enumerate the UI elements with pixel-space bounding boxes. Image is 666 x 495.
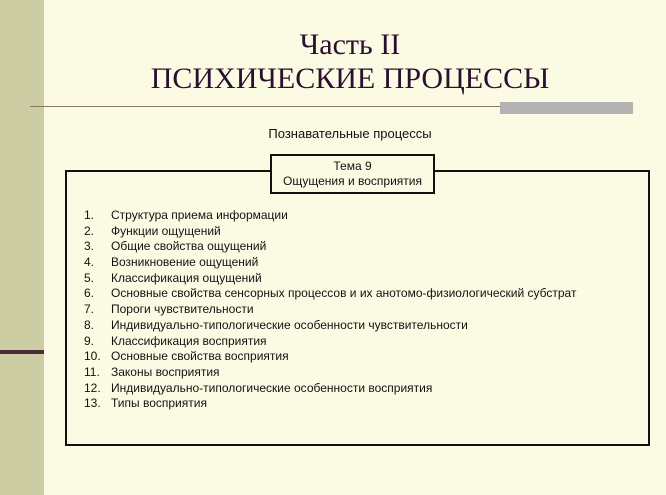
list-item-text: Классификация восприятия <box>111 333 267 348</box>
list-item-number: 12. <box>84 380 101 395</box>
list-item <box>84 271 576 287</box>
list-item-text: Структура приема информации <box>111 208 288 222</box>
list-item-text: Функции ощущений <box>111 223 221 238</box>
list-item-text: Основные свойства сенсорных процессов и их анотомо-физиологический субстрат <box>111 286 577 301</box>
list-item <box>84 396 576 412</box>
list-item-number: 13. <box>84 396 101 411</box>
topic-header-box <box>270 154 435 194</box>
list-item-text: Классификация ощущений <box>111 270 262 285</box>
list-item-number: 5. <box>84 270 95 285</box>
list-item <box>84 239 576 255</box>
list-item-text: Индивидуально-типологические особенности чувствительности <box>111 317 468 332</box>
list-item-text: Законы восприятия <box>111 364 220 379</box>
list-item-number: 9. <box>84 333 95 348</box>
slide-title-part: Часть II <box>299 28 401 61</box>
list-item <box>84 381 576 397</box>
left-sidebar-band <box>0 0 44 495</box>
list-item <box>84 286 576 302</box>
list-item-text: Общие свойства ощущений <box>111 239 267 254</box>
list-item <box>84 208 576 224</box>
list-item-number: 11. <box>84 364 100 379</box>
list-item-text: Возникновение ощущений <box>111 255 259 270</box>
topic-list <box>84 208 576 412</box>
list-item-number: 3. <box>84 239 95 254</box>
list-item-number: 6. <box>84 286 95 301</box>
list-item-text: Типы восприятия <box>111 396 207 411</box>
topic-name: Ощущения и восприятия <box>283 174 422 188</box>
list-item <box>84 255 576 271</box>
list-item-text: Основные свойства восприятия <box>111 349 289 364</box>
list-item-text: Индивидуально-типологические особенности восприятия <box>111 380 433 395</box>
list-item <box>84 318 576 334</box>
topic-label: Тема 9 <box>333 159 372 173</box>
list-item <box>84 365 576 381</box>
list-item-number: 2. <box>84 223 95 238</box>
list-item-number: 10. <box>84 349 101 364</box>
list-item-number: 1. <box>84 208 95 222</box>
slide-subtitle: Познавательные процессы <box>268 126 432 141</box>
list-item-number: 8. <box>84 317 95 332</box>
title-accent-bar <box>500 102 633 114</box>
list-item-number: 4. <box>84 255 95 270</box>
list-item <box>84 302 576 318</box>
list-item <box>84 224 576 240</box>
list-item-text: Пороги чувствительности <box>111 302 254 317</box>
sidebar-accent-line <box>0 350 44 354</box>
list-item-number: 7. <box>84 302 95 317</box>
title-divider <box>30 106 500 107</box>
slide-title-main: ПСИХИЧЕСКИЕ ПРОЦЕССЫ <box>150 62 550 95</box>
list-item <box>84 349 576 365</box>
list-item <box>84 334 576 350</box>
